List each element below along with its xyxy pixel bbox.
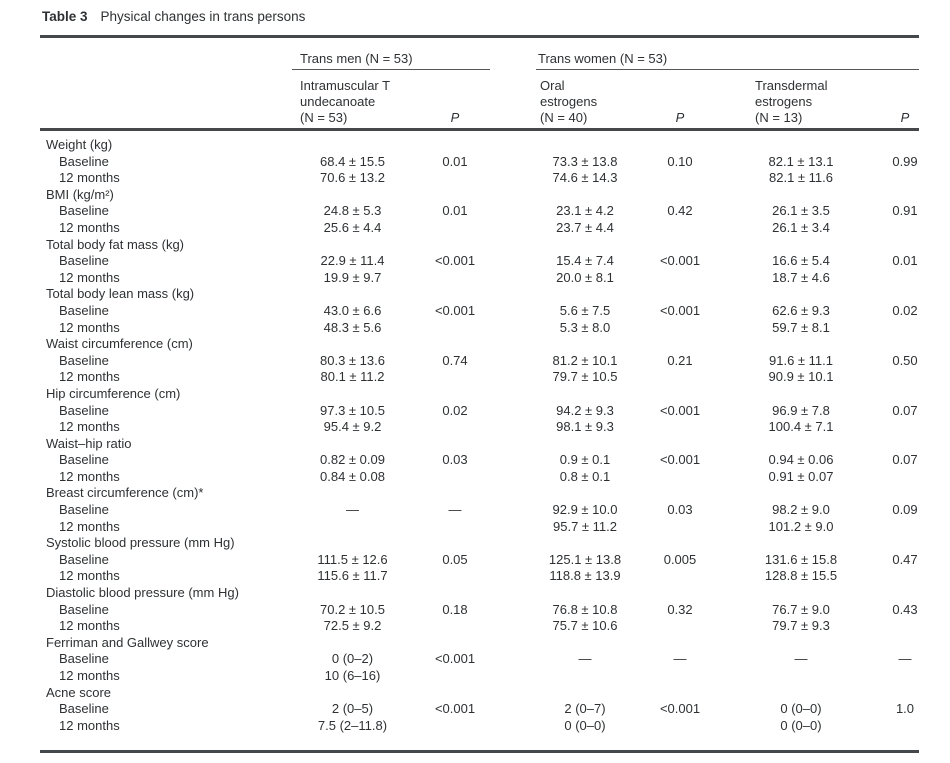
cell-v1: 19.9 ± 9.7 [323, 269, 382, 285]
cell-p1: <0.001 [434, 651, 476, 667]
table-row [40, 419, 945, 436]
row-sub-label: 12 months [59, 717, 120, 733]
cell-v1: 72.5 ± 9.2 [323, 618, 382, 634]
row-sub-label: Baseline [59, 452, 109, 468]
cell-v2: — [578, 651, 592, 667]
p-header-3: P [900, 110, 910, 125]
cell-v1: 0.82 ± 0.09 [320, 452, 385, 468]
cell-v1: 70.2 ± 10.5 [320, 601, 385, 617]
bottom-rule [40, 750, 919, 753]
cell-p1: 0.05 [442, 551, 468, 567]
cell-p1: <0.001 [434, 302, 476, 318]
cell-v1: 115.6 ± 11.7 [317, 568, 388, 584]
cell-v2: 75.7 ± 10.6 [552, 618, 618, 634]
cell-v1: 0.84 ± 0.08 [320, 468, 385, 484]
row-group-label: Waist–hip ratio [46, 435, 132, 451]
table-row [40, 685, 945, 702]
cell-v3: 62.6 ± 9.3 [772, 302, 830, 318]
cell-p2: <0.001 [659, 253, 701, 269]
cell-v3: 0.94 ± 0.06 [768, 452, 834, 468]
column-header-line: estrogens [540, 94, 598, 110]
row-group-label: Systolic blood pressure (mm Hg) [46, 535, 235, 551]
cell-p2: <0.001 [659, 302, 701, 318]
table-row [40, 253, 945, 270]
table-row [40, 602, 945, 619]
cell-v3: 100.4 ± 7.1 [768, 419, 834, 435]
cell-v2: 5.6 ± 7.5 [559, 302, 611, 318]
table-caption: Physical changes in trans persons [100, 9, 306, 24]
table-row [40, 137, 945, 154]
cell-p2: — [673, 651, 687, 667]
row-sub-label: 12 months [59, 568, 120, 584]
cell-v3: 26.1 ± 3.5 [772, 203, 830, 219]
table-row [40, 237, 945, 254]
row-group-label: Total body lean mass (kg) [46, 286, 195, 302]
row-sub-label: 12 months [59, 419, 120, 435]
table-row [40, 552, 945, 569]
row-sub-label: Baseline [59, 302, 109, 318]
cell-v3: 128.8 ± 15.5 [764, 568, 838, 584]
column-header-intramuscular-t-undecanoate [300, 78, 390, 127]
p-header-2: P [675, 110, 685, 125]
cell-p3: — [898, 651, 912, 667]
column-header-line: estrogens [755, 94, 813, 110]
row-sub-label: 12 months [59, 668, 120, 683]
cell-p2: <0.001 [659, 452, 701, 468]
cell-p1: 0.18 [442, 601, 468, 617]
cell-v2: 118.8 ± 13.9 [549, 568, 621, 584]
spanner-trans-women: Trans women (N = 53) [538, 51, 668, 66]
column-header-line: undecanoate [300, 94, 376, 110]
cell-v1: 10 (6–16) [324, 668, 381, 683]
cell-v1: 95.4 ± 9.2 [323, 419, 382, 435]
row-group-label: Breast circumference (cm)* [46, 485, 204, 501]
cell-v1: 80.3 ± 13.6 [320, 352, 385, 368]
cell-v2: 98.1 ± 9.3 [556, 419, 614, 435]
cell-v2: 20.0 ± 8.1 [556, 269, 614, 285]
spanner-trans-men: Trans men (N = 53) [300, 51, 413, 66]
cell-v2: 0.8 ± 0.1 [559, 468, 611, 484]
cell-v2: 81.2 ± 10.1 [552, 352, 618, 368]
cell-v3: 101.2 ± 9.0 [768, 518, 834, 534]
cell-v1: 97.3 ± 10.5 [320, 402, 385, 418]
cell-v2: 74.6 ± 14.3 [552, 170, 618, 186]
cell-v1: 24.8 ± 5.3 [323, 203, 382, 219]
cell-v2: 73.3 ± 13.8 [552, 153, 618, 169]
cell-p2: 0.42 [667, 203, 693, 219]
cell-p2: 0.21 [667, 352, 693, 368]
cell-p1: 0.01 [442, 203, 468, 219]
cell-p3: 0.47 [892, 551, 918, 567]
column-header-line: Intramuscular T [300, 78, 391, 93]
cell-v3: 91.6 ± 11.1 [769, 352, 833, 368]
cell-v3: 90.9 ± 10.1 [768, 369, 834, 385]
cell-p2: <0.001 [659, 701, 701, 717]
cell-p1: <0.001 [434, 253, 476, 269]
table-row [40, 635, 945, 652]
cell-p2: 0.10 [667, 153, 693, 169]
cell-v3: 82.1 ± 11.6 [769, 170, 833, 186]
row-sub-label: 12 months [59, 269, 120, 285]
row-sub-label: Baseline [59, 701, 109, 717]
column-header-oral-estrogens [540, 78, 597, 127]
cell-v1: 2 (0–5) [331, 701, 374, 717]
table-title [42, 9, 305, 24]
cell-p3: 0.50 [892, 352, 918, 368]
cell-v1: 80.1 ± 11.2 [320, 369, 385, 385]
cell-v2: 92.9 ± 10.0 [552, 502, 618, 518]
row-sub-label: 12 months [59, 618, 120, 634]
cell-p1: 0.74 [442, 352, 468, 368]
row-group-label: Acne score [46, 684, 112, 700]
cell-v3: 26.1 ± 3.4 [772, 219, 830, 235]
table-row [40, 668, 945, 685]
cell-v1: 25.6 ± 4.4 [323, 219, 382, 235]
table-row [40, 436, 945, 453]
cell-v1: 70.6 ± 13.2 [320, 170, 385, 186]
top-rule [40, 35, 919, 38]
cell-v3: 0 (0–0) [780, 701, 822, 717]
cell-p1: — [448, 502, 462, 518]
table-row [40, 485, 945, 502]
cell-v2: 2 (0–7) [564, 701, 606, 717]
table-row [40, 270, 945, 287]
cell-v2: 95.7 ± 11.2 [553, 518, 617, 534]
table-row [40, 220, 945, 237]
cell-p2: 0.32 [667, 601, 693, 617]
table-row [40, 452, 945, 469]
row-group-label: Total body fat mass (kg) [46, 236, 184, 252]
cell-v1: 111.5 ± 12.6 [317, 551, 388, 567]
cell-p3: 0.01 [892, 253, 918, 269]
table-row [40, 336, 945, 353]
cell-p2: 0.005 [663, 551, 697, 567]
column-header-line: (N = 53) [300, 110, 348, 126]
column-header-transdermal-estrogens [755, 78, 827, 127]
table-row [40, 203, 945, 220]
table-row [40, 320, 945, 337]
row-sub-label: Baseline [59, 601, 109, 617]
row-group-label: Diastolic blood pressure (mm Hg) [46, 585, 239, 601]
cell-v2: 5.3 ± 8.0 [559, 319, 611, 335]
cell-p1: 0.02 [442, 402, 468, 418]
row-sub-label: Baseline [59, 352, 109, 368]
table-row [40, 718, 945, 735]
trans-men-underline [292, 69, 490, 70]
cell-v1: 0 (0–2) [331, 651, 374, 667]
table-row [40, 585, 945, 602]
row-sub-label: 12 months [59, 468, 120, 484]
row-sub-label: Baseline [59, 551, 109, 567]
table-row [40, 303, 945, 320]
table-body [40, 137, 945, 734]
table-row [40, 353, 945, 370]
table-row [40, 154, 945, 171]
cell-v2: 76.8 ± 10.8 [552, 601, 618, 617]
table-3 [40, 0, 945, 763]
cell-v1: 22.9 ± 11.4 [320, 253, 385, 269]
cell-v3: 0.91 ± 0.07 [768, 468, 834, 484]
cell-v2: 15.4 ± 7.4 [556, 253, 614, 269]
cell-v2: 23.7 ± 4.4 [556, 219, 614, 235]
cell-p3: 1.0 [895, 701, 915, 717]
table-row [40, 519, 945, 536]
table-row [40, 535, 945, 552]
row-sub-label: Baseline [59, 502, 109, 518]
cell-p3: 0.43 [892, 601, 918, 617]
cell-v3: 98.2 ± 9.0 [772, 502, 830, 518]
cell-v2: 23.1 ± 4.2 [556, 203, 614, 219]
row-sub-label: Baseline [59, 651, 109, 667]
column-header-line: Oral [540, 78, 565, 93]
cell-v3: 16.6 ± 5.4 [772, 253, 830, 269]
cell-v3: 18.7 ± 4.6 [772, 269, 830, 285]
row-sub-label: Baseline [59, 253, 109, 269]
column-header-line: (N = 13) [755, 110, 803, 126]
cell-p1: 0.03 [442, 452, 468, 468]
row-sub-label: 12 months [59, 319, 120, 335]
table-row [40, 170, 945, 187]
table-row [40, 369, 945, 386]
table-row [40, 187, 945, 204]
cell-v3: 96.9 ± 7.8 [772, 402, 830, 418]
row-group-label: Ferriman and Gallwey score [46, 634, 209, 650]
cell-v2: 0 (0–0) [564, 717, 606, 733]
table-row [40, 469, 945, 486]
cell-p3: 0.09 [892, 502, 918, 518]
table-row [40, 386, 945, 403]
table-row [40, 651, 945, 668]
row-sub-label: 12 months [59, 170, 120, 186]
table-row [40, 502, 945, 519]
cell-v1: 43.0 ± 6.6 [323, 302, 382, 318]
row-group-label: BMI (kg/m²) [46, 186, 114, 202]
row-sub-label: 12 months [59, 518, 120, 534]
cell-p3: 0.02 [892, 302, 918, 318]
row-sub-label: Baseline [59, 203, 109, 219]
trans-women-underline [536, 69, 919, 70]
cell-v2: 79.7 ± 10.5 [552, 369, 618, 385]
row-group-label: Weight (kg) [46, 137, 113, 152]
table-row [40, 403, 945, 420]
cell-v3: 59.7 ± 8.1 [772, 319, 830, 335]
cell-v1: — [346, 502, 359, 518]
column-header-line: (N = 40) [540, 110, 588, 126]
cell-p1: 0.01 [442, 153, 468, 169]
cell-p2: <0.001 [659, 402, 701, 418]
row-group-label: Waist circumference (cm) [46, 336, 193, 352]
cell-p3: 0.07 [892, 452, 918, 468]
cell-v3: 76.7 ± 9.0 [772, 601, 830, 617]
cell-v2: 125.1 ± 13.8 [548, 551, 622, 567]
cell-v1: 68.4 ± 15.5 [320, 153, 385, 169]
cell-p3: 0.99 [892, 153, 918, 169]
table-row [40, 568, 945, 585]
cell-v3: — [794, 651, 808, 667]
cell-v2: 0.9 ± 0.1 [559, 452, 611, 468]
cell-v1: 48.3 ± 5.6 [323, 319, 382, 335]
row-sub-label: Baseline [59, 153, 109, 169]
header-rule [40, 128, 919, 131]
cell-v3: 0 (0–0) [780, 717, 822, 733]
table-number: Table 3 [42, 9, 88, 24]
cell-p3: 0.91 [892, 203, 918, 219]
cell-p2: 0.03 [667, 502, 693, 518]
cell-p3: 0.07 [892, 402, 918, 418]
table-row [40, 701, 945, 718]
cell-p1: <0.001 [434, 701, 476, 717]
row-sub-label: 12 months [59, 219, 120, 235]
row-group-label: Hip circumference (cm) [46, 385, 181, 401]
table-row [40, 618, 945, 635]
cell-v2: 94.2 ± 9.3 [556, 402, 614, 418]
p-header-1: P [450, 110, 460, 125]
column-header-line: Transdermal [755, 78, 828, 93]
row-sub-label: Baseline [59, 402, 109, 418]
row-sub-label: 12 months [59, 369, 120, 385]
cell-v3: 131.6 ± 15.8 [764, 551, 838, 567]
table-row [40, 286, 945, 303]
cell-v3: 79.7 ± 9.3 [772, 618, 830, 634]
cell-v3: 82.1 ± 13.1 [768, 153, 834, 169]
cell-v1: 7.5 (2–11.8) [317, 717, 388, 733]
